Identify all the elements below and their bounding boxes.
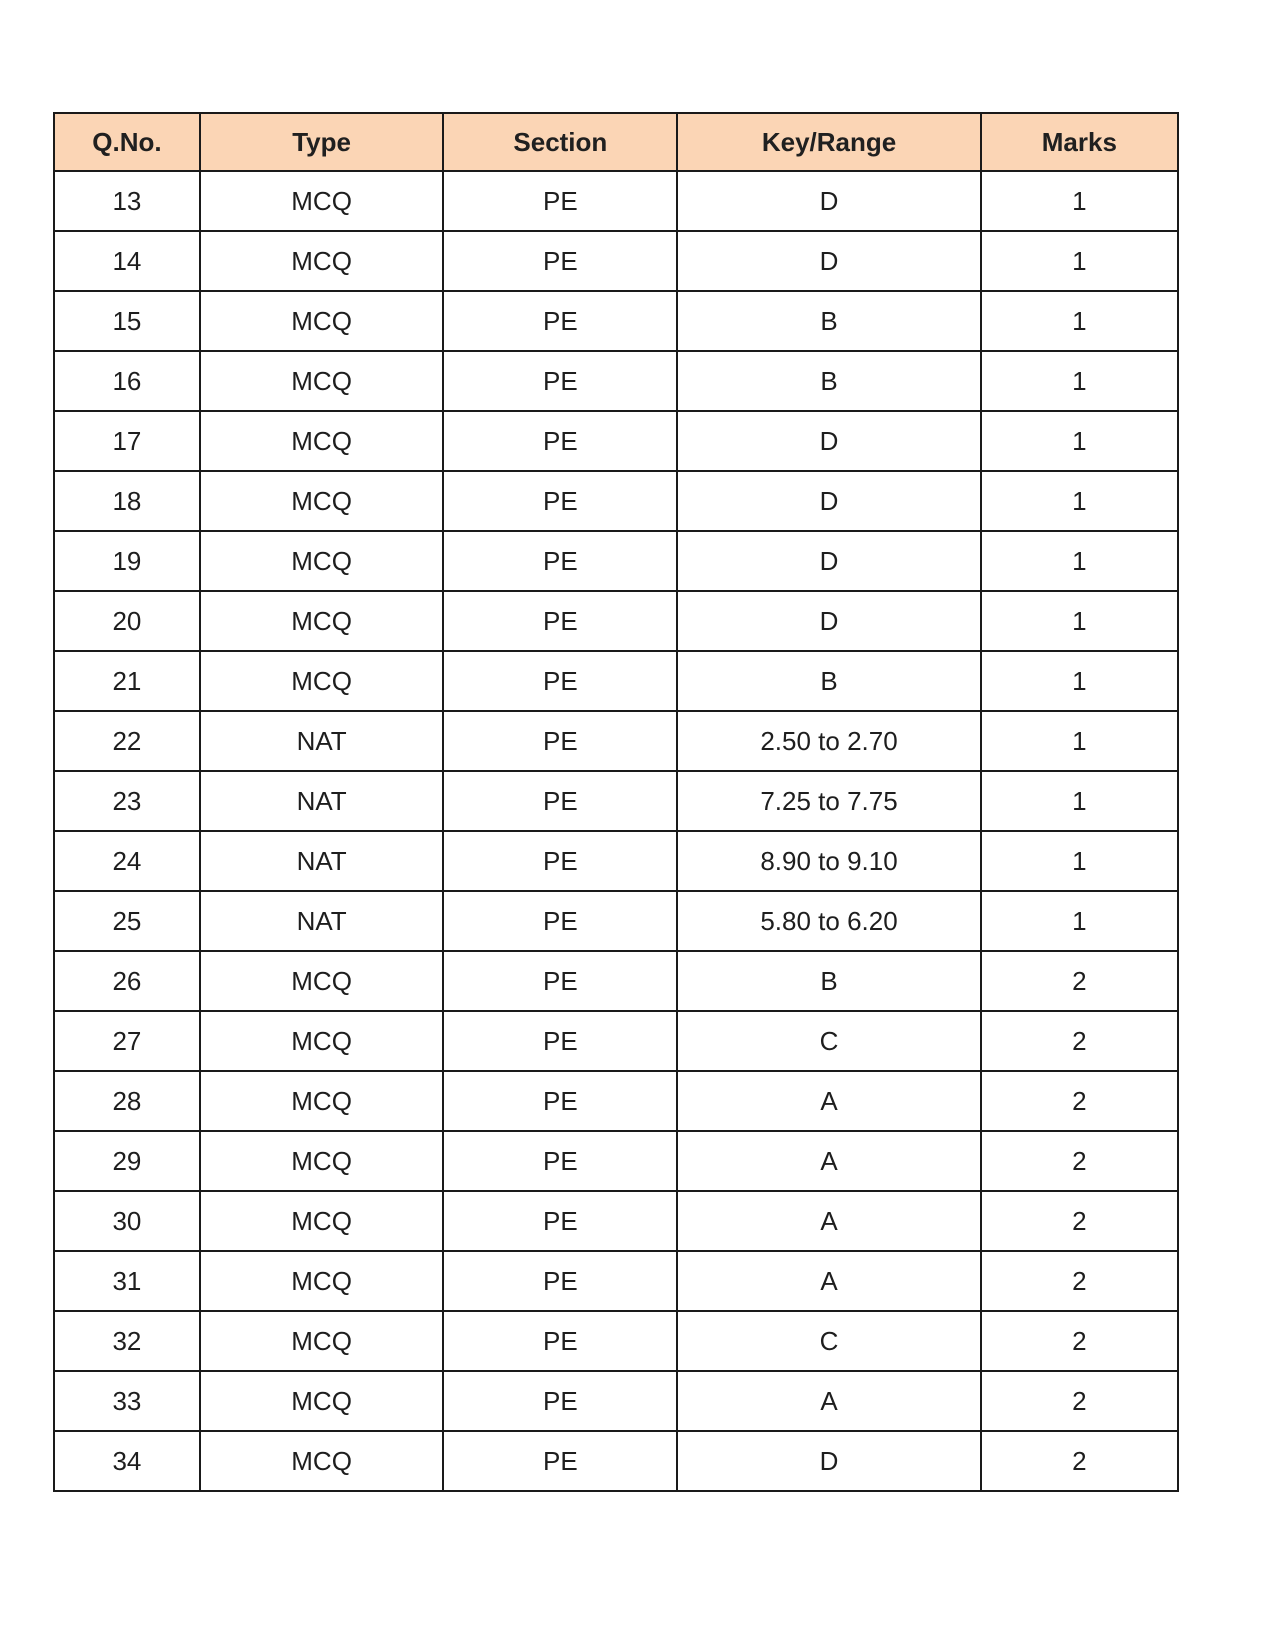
cell-key-range: D [677,411,980,471]
cell-marks: 1 [981,411,1178,471]
cell-marks: 1 [981,531,1178,591]
cell-key-range: 5.80 to 6.20 [677,891,980,951]
cell-marks: 1 [981,651,1178,711]
table-row [54,711,1178,771]
cell-type: MCQ [200,411,443,471]
cell-marks: 1 [981,291,1178,351]
cell-qno: 19 [54,531,200,591]
table-row [54,1191,1178,1251]
table-row [54,591,1178,651]
cell-type: MCQ [200,1071,443,1131]
cell-key-range: B [677,351,980,411]
cell-section: PE [443,591,677,651]
cell-key-range: D [677,1431,980,1491]
cell-type: NAT [200,831,443,891]
cell-type: MCQ [200,591,443,651]
table-row [54,891,1178,951]
cell-section: PE [443,891,677,951]
cell-type: MCQ [200,171,443,231]
cell-key-range: B [677,291,980,351]
cell-qno: 27 [54,1011,200,1071]
cell-section: PE [443,1131,677,1191]
cell-marks: 2 [981,1311,1178,1371]
cell-marks: 1 [981,711,1178,771]
cell-key-range: 2.50 to 2.70 [677,711,980,771]
cell-section: PE [443,771,677,831]
cell-marks: 1 [981,471,1178,531]
cell-type: MCQ [200,1371,443,1431]
cell-marks: 1 [981,171,1178,231]
cell-qno: 14 [54,231,200,291]
table-row [54,1131,1178,1191]
cell-section: PE [443,351,677,411]
cell-key-range: B [677,651,980,711]
cell-marks: 2 [981,1371,1178,1431]
cell-section: PE [443,1251,677,1311]
cell-section: PE [443,291,677,351]
cell-qno: 16 [54,351,200,411]
table-row [54,1011,1178,1071]
table-row [54,651,1178,711]
cell-section: PE [443,711,677,771]
cell-type: MCQ [200,1311,443,1371]
cell-type: MCQ [200,291,443,351]
cell-section: PE [443,1071,677,1131]
cell-section: PE [443,951,677,1011]
cell-qno: 31 [54,1251,200,1311]
table-row [54,471,1178,531]
table-row [54,1431,1178,1491]
cell-type: MCQ [200,651,443,711]
cell-type: MCQ [200,1251,443,1311]
cell-marks: 1 [981,771,1178,831]
cell-key-range: 8.90 to 9.10 [677,831,980,891]
cell-marks: 2 [981,1251,1178,1311]
cell-section: PE [443,231,677,291]
table-row [54,1371,1178,1431]
cell-key-range: A [677,1191,980,1251]
cell-key-range: D [677,171,980,231]
header-qno: Q.No. [54,113,200,171]
cell-key-range: 7.25 to 7.75 [677,771,980,831]
header-marks: Marks [981,113,1178,171]
header-key-range: Key/Range [677,113,980,171]
cell-qno: 28 [54,1071,200,1131]
cell-type: MCQ [200,471,443,531]
cell-marks: 2 [981,1071,1178,1131]
cell-type: NAT [200,711,443,771]
cell-section: PE [443,1431,677,1491]
cell-type: MCQ [200,1431,443,1491]
cell-qno: 23 [54,771,200,831]
cell-qno: 32 [54,1311,200,1371]
cell-type: MCQ [200,1011,443,1071]
cell-key-range: D [677,591,980,651]
cell-type: MCQ [200,1131,443,1191]
cell-key-range: D [677,231,980,291]
cell-qno: 17 [54,411,200,471]
cell-section: PE [443,1011,677,1071]
cell-qno: 18 [54,471,200,531]
cell-key-range: C [677,1311,980,1371]
cell-marks: 2 [981,1191,1178,1251]
cell-key-range: C [677,1011,980,1071]
cell-qno: 30 [54,1191,200,1251]
cell-type: MCQ [200,531,443,591]
cell-qno: 25 [54,891,200,951]
cell-section: PE [443,471,677,531]
table-header [54,113,1178,171]
cell-key-range: D [677,531,980,591]
cell-marks: 1 [981,231,1178,291]
cell-section: PE [443,1311,677,1371]
cell-type: MCQ [200,951,443,1011]
cell-key-range: A [677,1371,980,1431]
cell-key-range: A [677,1251,980,1311]
cell-section: PE [443,531,677,591]
cell-section: PE [443,171,677,231]
cell-section: PE [443,1191,677,1251]
cell-qno: 29 [54,1131,200,1191]
cell-marks: 2 [981,1131,1178,1191]
cell-section: PE [443,831,677,891]
cell-key-range: A [677,1071,980,1131]
cell-section: PE [443,651,677,711]
cell-qno: 34 [54,1431,200,1491]
table-row [54,351,1178,411]
cell-marks: 1 [981,591,1178,651]
cell-qno: 20 [54,591,200,651]
cell-type: MCQ [200,1191,443,1251]
cell-marks: 2 [981,951,1178,1011]
cell-key-range: A [677,1131,980,1191]
table-row [54,1251,1178,1311]
cell-section: PE [443,411,677,471]
table-row [54,291,1178,351]
header-row [54,113,1178,171]
table-row [54,1311,1178,1371]
cell-type: MCQ [200,231,443,291]
cell-qno: 26 [54,951,200,1011]
cell-qno: 24 [54,831,200,891]
cell-key-range: B [677,951,980,1011]
table-row [54,831,1178,891]
table-row [54,1071,1178,1131]
cell-qno: 15 [54,291,200,351]
cell-marks: 1 [981,351,1178,411]
cell-type: MCQ [200,351,443,411]
table-row [54,171,1178,231]
table-body [54,171,1178,1491]
cell-qno: 22 [54,711,200,771]
cell-key-range: D [677,471,980,531]
cell-type: NAT [200,891,443,951]
table-row [54,531,1178,591]
cell-qno: 21 [54,651,200,711]
cell-qno: 33 [54,1371,200,1431]
table-row [54,411,1178,471]
answer-key-table [53,112,1179,1492]
header-type: Type [200,113,443,171]
table-row [54,951,1178,1011]
table-row [54,771,1178,831]
cell-type: NAT [200,771,443,831]
cell-qno: 13 [54,171,200,231]
cell-marks: 1 [981,831,1178,891]
cell-marks: 1 [981,891,1178,951]
cell-section: PE [443,1371,677,1431]
header-section: Section [443,113,677,171]
cell-marks: 2 [981,1011,1178,1071]
cell-marks: 2 [981,1431,1178,1491]
table-row [54,231,1178,291]
